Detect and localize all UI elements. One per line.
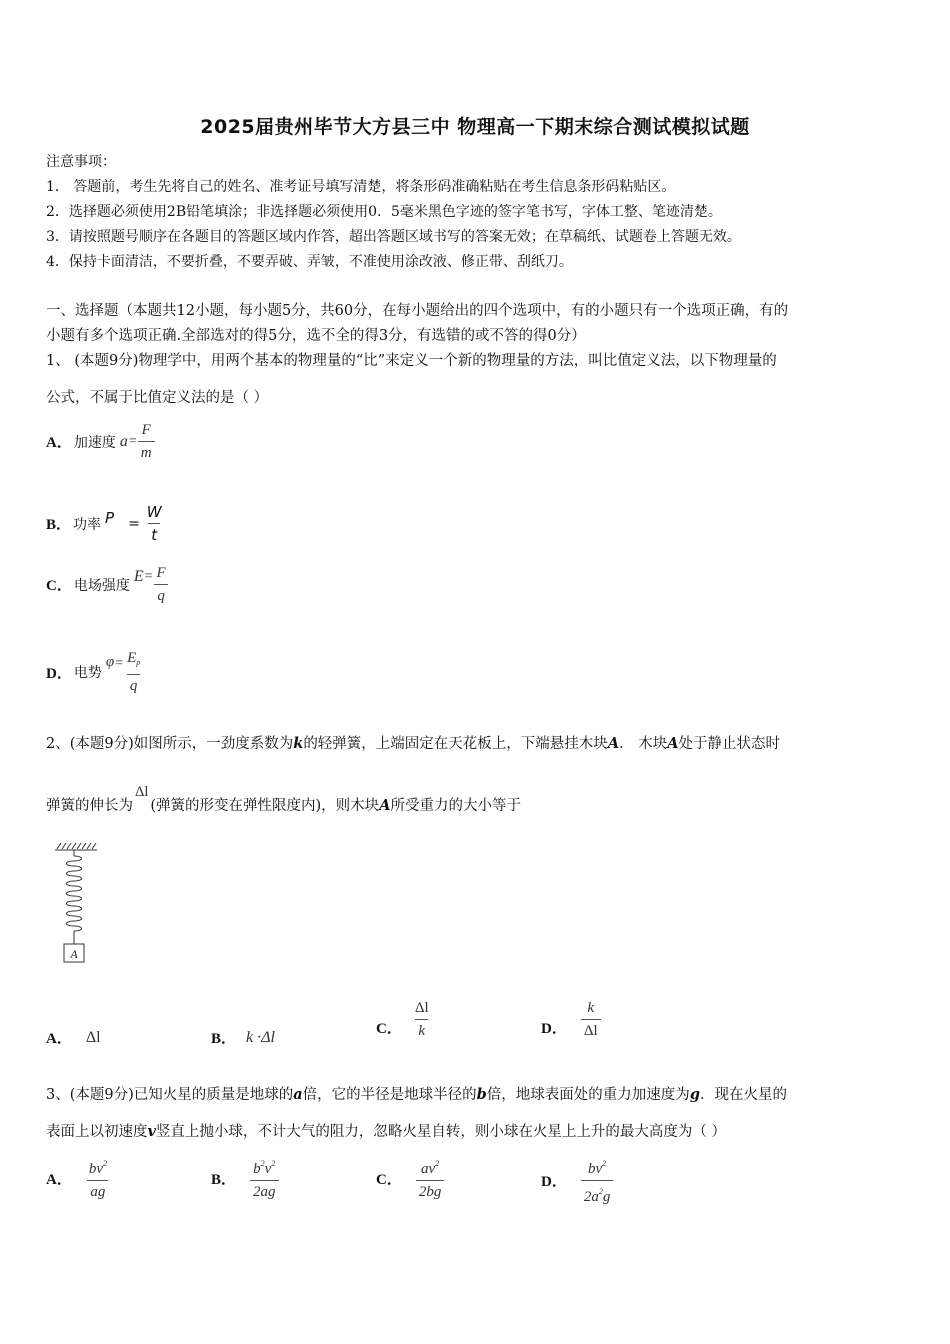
q3-stem-line1: [46, 1085, 787, 1105]
var-b: b: [476, 1086, 487, 1103]
notice-item-3: 3．请按照题号顺序在各题目的答题区域内作答，超出答题区域书写的答案无效；在草稿纸、试题卷上答题无效。: [46, 229, 741, 245]
formula-fraction: [124, 650, 143, 694]
q3-stem-text: 竖直上抛小球，不计大气的阻力，忽略火星自转，则小球在火星上上升的最大高度为（ ）: [155, 1124, 727, 1140]
fraction-numerator: [250, 1156, 278, 1180]
fraction-numerator: [585, 1156, 609, 1180]
formula-lhs: φ: [105, 653, 115, 670]
numerator-subscript: p: [136, 658, 141, 667]
numerator-superscript: 2: [103, 1159, 108, 1168]
section-heading-line1: 一、选择题（本题共12小题，每小题5分，共60分，在每小题给出的四个选项中，有的小题只有一个选项正确，有的: [46, 303, 789, 319]
q3-stem-line2: [46, 1122, 726, 1142]
q2-stem-text: 2、(本题9分)如图所示，一劲度系数为: [46, 736, 294, 752]
fraction-denominator: m: [138, 441, 155, 461]
fraction-numerator: k: [587, 1000, 595, 1016]
var-A: A: [607, 735, 620, 752]
numerator-superscript: 2: [435, 1159, 440, 1168]
fraction-numerator: F: [141, 422, 151, 438]
formula-lhs: P: [105, 508, 115, 527]
numerator-main: bv: [88, 1161, 104, 1177]
numerator-main: av: [421, 1161, 436, 1177]
q2-stem-text: 弹簧的伸长为: [46, 798, 133, 814]
formula-equals: =: [128, 433, 137, 449]
option-letter: C．: [46, 578, 72, 594]
option-letter: D．: [541, 1021, 567, 1037]
numerator-b: b: [253, 1161, 261, 1177]
spring-diagram: [52, 840, 102, 968]
var-a: a: [293, 1086, 303, 1103]
option-fraction: [412, 1000, 432, 1039]
q1-option-a[interactable]: [46, 422, 155, 461]
fraction-denominator: [581, 1180, 614, 1205]
var-delta-l: Δl: [135, 784, 149, 800]
fraction-numerator: Δl: [414, 1000, 429, 1016]
numerator-main: E: [127, 650, 137, 666]
option-letter: B．: [211, 1171, 237, 1188]
option-letter: D．: [541, 1174, 567, 1190]
option-letter: B．: [211, 1031, 237, 1047]
section-heading-line2: 小题有多个选项正确.全部选对的得5分，选不全的得3分，有选错的或不答的得0分）: [46, 328, 586, 344]
formula-lhs: a: [119, 432, 128, 450]
var-A: A: [667, 735, 679, 752]
q3-option-d[interactable]: [541, 1156, 613, 1205]
q3-stem-text: 3、(本题9分)已知火星的质量是地球的: [46, 1087, 294, 1103]
option-label: 加速度: [73, 434, 116, 451]
var-A: A: [379, 797, 391, 814]
q3-stem-text: 表面上以初速度: [46, 1124, 148, 1140]
formula-lhs: E: [133, 567, 144, 585]
var-v: v: [147, 1123, 156, 1140]
q2-option-a[interactable]: [46, 1027, 101, 1048]
var-k: k: [293, 735, 304, 752]
ceiling-icon: [55, 843, 97, 850]
q3-stem-text: ．现在火星的: [699, 1087, 787, 1103]
option-letter: B．: [46, 517, 72, 533]
spring-coil-icon: [67, 850, 82, 944]
formula-equals: =: [144, 568, 153, 584]
numerator-superscript-b: 2: [260, 1159, 265, 1168]
numerator-superscript-v: 2: [271, 1159, 276, 1168]
formula-fraction: [138, 422, 155, 461]
option-letter: C．: [376, 1171, 402, 1188]
option-fraction: [86, 1156, 110, 1200]
fraction-numerator: F: [156, 565, 166, 581]
formula-fraction: [154, 565, 169, 604]
numerator-superscript: 2: [602, 1159, 607, 1168]
formula-fraction: [144, 504, 165, 543]
fraction-denominator: Δl: [581, 1019, 601, 1039]
q2-stem-text: 处于静止状态时: [678, 736, 780, 752]
q2-stem-line1: [46, 734, 780, 754]
option-expression: Δl: [85, 1028, 101, 1046]
var-g: g: [689, 1086, 700, 1103]
q1-stem-line2: 公式，不属于比值定义法的是（ ）: [46, 390, 269, 406]
notice-item-1: 1． 答题前，考生先将自己的姓名、准考证号填写清楚，将条形码准确粘贴在考生信息条形码粘贴区。: [46, 179, 676, 195]
option-letter: A．: [46, 1171, 72, 1188]
q2-stem-text: 的轻弹簧，上端固定在天花板上，下端悬挂木块: [303, 736, 608, 752]
q3-stem-text: 倍，地球表面处的重力加速度为: [486, 1087, 690, 1103]
fraction-numerator: [124, 650, 143, 674]
denominator-superscript: 2: [598, 1187, 603, 1196]
option-fraction: [250, 1156, 279, 1200]
fraction-numerator: W: [146, 503, 162, 521]
q1-option-c[interactable]: [46, 565, 169, 604]
block-label: A: [70, 947, 78, 961]
fraction-denominator: t: [148, 523, 160, 543]
fraction-denominator: q: [154, 584, 168, 604]
numerator-v: v: [264, 1161, 272, 1177]
fraction-denominator: q: [127, 674, 141, 694]
q2-stem-text: ． 木块: [619, 736, 668, 752]
q1-option-b[interactable]: [46, 504, 165, 543]
option-fraction: [416, 1156, 445, 1200]
q3-stem-text: 倍，它的半径是地球半径的: [302, 1087, 477, 1103]
fraction-numerator: [86, 1156, 110, 1180]
option-label: 电势: [73, 665, 102, 681]
notice-item-2: 2．选择题必须使用2B铅笔填涂；非选择题必须使用0．5毫米黑色字迹的签字笔书写，字体工整、笔迹清楚。: [46, 204, 722, 220]
notice-heading: 注意事项：: [46, 154, 116, 170]
option-letter: A．: [46, 435, 72, 451]
q2-stem-line2: [46, 784, 521, 816]
denominator-g: g: [602, 1189, 611, 1205]
option-fraction: [581, 1156, 614, 1205]
q2-stem-text: 所受重力的大小等于: [390, 798, 521, 814]
q2-stem-text: (弹簧的形变在弹性限度内)，则木块: [150, 798, 380, 814]
option-label: 电场强度: [73, 577, 130, 594]
q3-option-c[interactable]: [376, 1156, 444, 1200]
q1-stem-line1: 1、 (本题9分)物理学中，用两个基本的物理量的“比”来定义一个新的物理量的方法，叫比值定义法，以下物理量的: [46, 353, 777, 369]
formula-equals: =: [115, 656, 124, 671]
notice-item-4: 4．保持卡面清洁，不要折叠，不要弄破、弄皱，不准使用涂改液、修正带、刮纸刀。: [46, 254, 573, 270]
q2-option-d[interactable]: [541, 1000, 601, 1039]
denominator-2a: 2a: [583, 1189, 599, 1205]
fraction-denominator: k: [415, 1019, 428, 1039]
page-title: 2025届贵州毕节大方县三中 物理高一下期末综合测试模拟试题: [200, 116, 750, 138]
option-letter: D．: [46, 665, 72, 682]
q3-option-b[interactable]: [211, 1156, 279, 1200]
option-letter: C．: [376, 1021, 402, 1037]
fraction-denominator: ag: [87, 1180, 108, 1200]
fraction-numerator: [418, 1156, 442, 1180]
fraction-denominator: 2bg: [416, 1180, 445, 1200]
q1-option-d[interactable]: [46, 650, 143, 694]
option-label: 功率: [73, 516, 102, 533]
q2-option-c[interactable]: [376, 1000, 432, 1039]
numerator-main: bv: [588, 1161, 603, 1177]
q2-option-b[interactable]: [211, 1027, 275, 1048]
formula-equals: =: [128, 515, 140, 532]
option-fraction: [581, 1000, 601, 1039]
fraction-denominator: 2ag: [250, 1180, 279, 1200]
option-letter: A．: [46, 1031, 72, 1047]
q3-option-a[interactable]: [46, 1156, 110, 1200]
option-expression: k ·Δl: [246, 1028, 275, 1046]
